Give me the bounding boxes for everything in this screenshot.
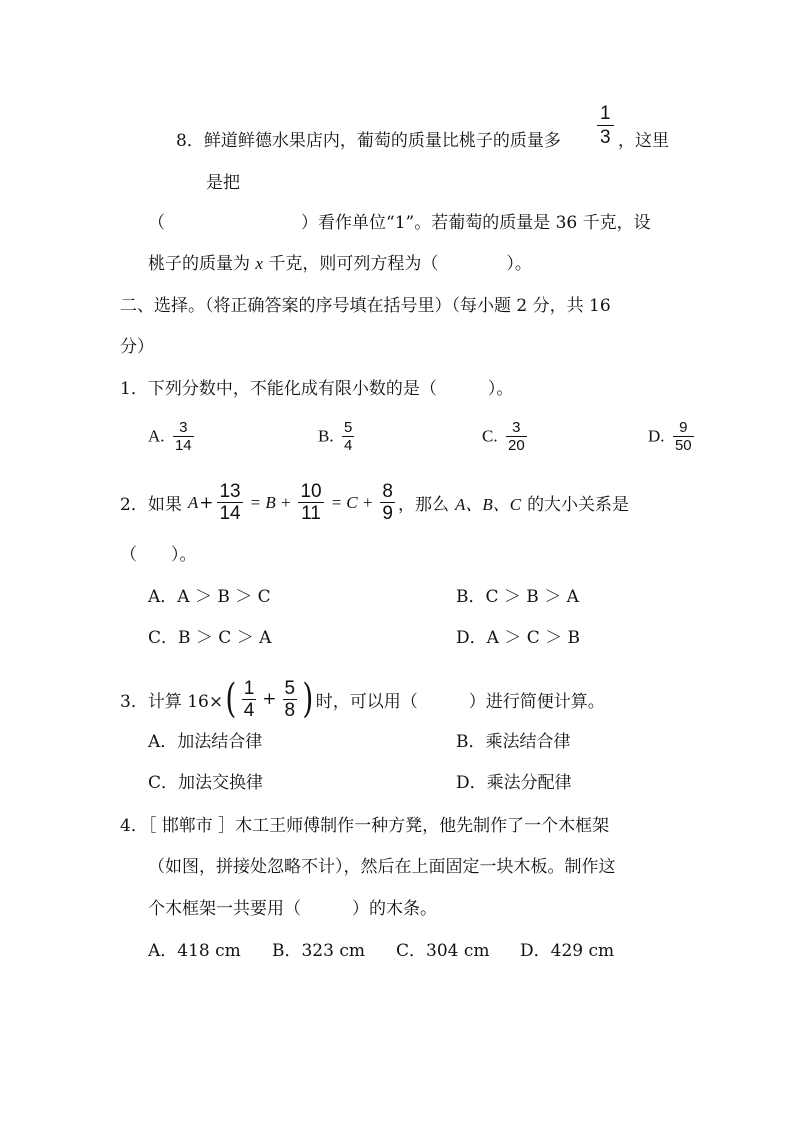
q2-option-c[interactable]: C．B ＞ C ＞ A xyxy=(148,628,272,648)
q8-text2: ，这里 xyxy=(618,131,669,151)
q3-option-b[interactable]: B．乘法结合律 xyxy=(456,732,571,752)
q8-var-x: x xyxy=(255,254,263,273)
q1-option-a-fraction xyxy=(173,420,194,453)
q1-option-b[interactable] xyxy=(318,420,357,453)
q2-vars: A、B、C xyxy=(454,495,522,514)
q2-fraction-1 xyxy=(217,482,242,523)
q2-f2-den: 11 xyxy=(301,503,321,524)
q3-f1-den: 4 xyxy=(243,699,255,721)
q3-prefix: 3．计算 16× xyxy=(120,691,224,712)
q8-text3: 是把 xyxy=(206,173,240,193)
q8-line1 xyxy=(176,130,561,152)
q2-fraction-3 xyxy=(380,482,395,523)
q2-f2-num: 10 xyxy=(300,481,322,502)
q8-number: 8． xyxy=(176,131,204,151)
q2-plus: + xyxy=(199,492,214,513)
q1-c-den: 20 xyxy=(508,437,525,454)
q2-prefix: 2．如果 xyxy=(120,495,182,515)
q1-option-d[interactable] xyxy=(648,420,697,453)
q2-suffix1: ，那么 xyxy=(397,495,449,515)
q4-option-b[interactable]: B．323 cm xyxy=(272,941,365,961)
q1-option-b-fraction xyxy=(342,420,354,453)
q2-option-a[interactable]: A．A ＞ B ＞ C xyxy=(148,587,271,607)
q8-text5b: 千克，则可列方程为（ ）。 xyxy=(268,254,532,274)
q4-line2: （如图，拼接处忽略不计），然后在上面固定一块木板。制作这 xyxy=(148,857,616,877)
q2-option-b[interactable]: B．C ＞ B ＞ A xyxy=(456,587,579,607)
q1-option-c-fraction xyxy=(506,420,527,453)
q8-text4: （ ）看作单位“1”。若葡萄的质量是 36 千克，设 xyxy=(148,213,651,233)
q3-suffix: 时，可以用（ ）进行简便计算。 xyxy=(315,691,605,712)
q1-a-num: 3 xyxy=(173,420,194,437)
q1-d-num: 9 xyxy=(673,420,694,437)
q2-f3-den: 9 xyxy=(382,503,393,524)
q4-option-a[interactable]: A．418 cm xyxy=(148,941,241,961)
q1-option-a-label: A. xyxy=(148,426,165,446)
q2-suffix2: 的大小关系是 xyxy=(527,495,630,515)
q2-blank: （ ）。 xyxy=(120,545,197,565)
q2-fraction-2 xyxy=(298,482,323,523)
q3-option-a[interactable]: A．加法结合律 xyxy=(148,732,263,752)
q2-option-d[interactable]: D．A ＞ C ＞ B xyxy=(456,628,581,648)
q3-f1-num: 1 xyxy=(243,677,255,699)
q1-option-d-fraction xyxy=(673,420,694,453)
q3-f2-num: 5 xyxy=(284,677,296,699)
q4-line1: 4．［ 邯郸市 ］木工王师傅制作一种方凳，他先制作了一个木框架 xyxy=(120,816,610,836)
q1-b-den: 4 xyxy=(344,437,353,454)
q1-option-a[interactable] xyxy=(148,420,197,453)
q8-text5a: 桃子的质量为 xyxy=(148,254,250,274)
q1-option-b-label: B. xyxy=(318,426,334,446)
q3-right-paren: ) xyxy=(302,676,314,722)
q8-line5 xyxy=(148,253,532,275)
q3-f2-den: 8 xyxy=(284,699,296,721)
q1-option-c-label: C. xyxy=(482,426,498,446)
q1-d-den: 50 xyxy=(674,437,692,454)
q3-plus: + xyxy=(262,689,277,709)
q1-option-d-label: D. xyxy=(648,426,665,446)
q8-text1: 鲜道鲜德水果店内，葡萄的质量比桃子的质量多 xyxy=(203,131,561,151)
q4-option-c[interactable]: C．304 cm xyxy=(396,941,490,961)
q3-fraction-1 xyxy=(242,679,257,720)
q8-frac-num: 1 xyxy=(597,104,614,126)
section2-title: 二、选择。（将正确答案的序号填在括号里）（每小题 2 分，共 16 xyxy=(120,296,611,316)
q4-line3: 个木框架一共要用（ ）的木条。 xyxy=(148,899,437,919)
q1-option-c[interactable] xyxy=(482,420,530,453)
q3-option-c[interactable]: C．加法交换律 xyxy=(148,773,264,793)
q1-b-num: 5 xyxy=(344,419,353,436)
section2-title-cont: 分） xyxy=(120,337,154,357)
q1-a-den: 14 xyxy=(174,437,192,454)
q2-f1-den: 14 xyxy=(219,503,241,524)
q8-frac-den: 3 xyxy=(600,127,611,148)
q1-stem: 1．下列分数中，不能化成有限小数的是（ ）。 xyxy=(120,379,514,399)
q2-eq-b: = B + xyxy=(249,492,292,512)
q3-fraction-2 xyxy=(283,679,298,720)
q2-eq-c: = C + xyxy=(330,492,374,512)
q2-stem xyxy=(120,482,629,523)
q3-left-paren: ( xyxy=(225,676,237,722)
q2-var-a: A xyxy=(187,492,199,512)
q3-stem xyxy=(120,664,605,734)
q2-f3-num: 8 xyxy=(382,481,393,502)
q2-f1-num: 13 xyxy=(219,481,241,502)
q4-option-d[interactable]: D．429 cm xyxy=(520,941,615,961)
q1-c-num: 3 xyxy=(506,420,527,437)
q3-option-d[interactable]: D．乘法分配律 xyxy=(456,773,572,793)
q8-fraction xyxy=(597,104,614,147)
